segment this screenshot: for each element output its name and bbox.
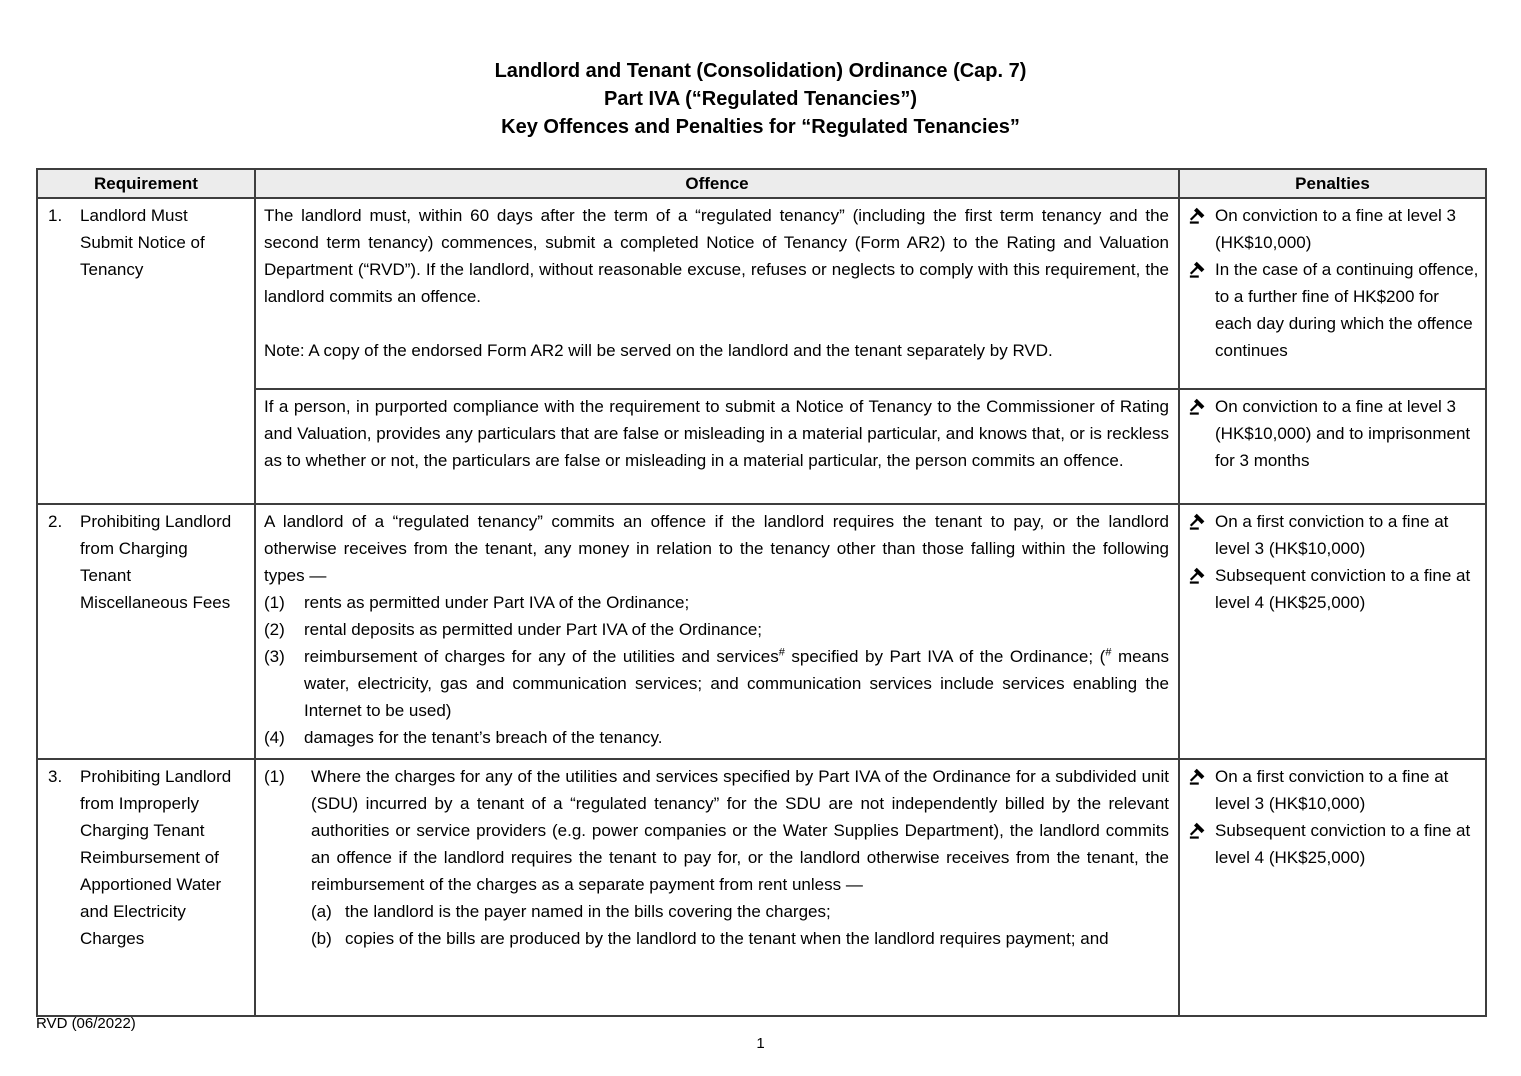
offence-paragraph: If a person, in purported compliance with the requirement to submit a Notice of Tenancy to the Commissioner of Rating and Valuation, provides any particulars that are false or misleading in a material particular, and knows that, or is reckless as to whether or not, the particulars are false or misleading in a material particular, the person commits an offence. [264,397,1169,470]
requirement-text: Prohibiting Landlord from Improperly Charging Tenant Reimbursement of Apportioned Water and Electricity Charges [80,767,232,948]
list-item-text: damages for the tenant’s breach of the tenancy. [304,728,663,747]
requirement-number: 3. [48,767,63,786]
offence-note-paragraph: Note: A copy of the endorsed Form AR2 will be served on the landlord and the tenant separately by RVD. [264,341,1053,360]
penalty-text: In the case of a continuing offence, to a further fine of HK$200 for each day during which the offence continues [1215,260,1479,360]
sublist-item-number: (b) [311,929,332,948]
offences-table [36,168,1487,1017]
column-header-offence: Offence [255,169,1179,198]
offence-list-item [264,589,1169,616]
offence-list-item [264,763,1169,952]
offence-sublist-item [311,925,1169,952]
list-item-number: (1) [264,593,285,612]
list-item-number: (2) [264,620,285,639]
column-header-requirement: Requirement [37,169,255,198]
list-item-text: rents as permitted under Part IVA of the Ordinance; [304,593,690,612]
penalty-item [1189,393,1479,474]
offence-cell-1a [255,198,1179,389]
gavel-icon [1189,817,1215,871]
offence-sublist-item [311,898,1169,925]
requirement-cell-2 [37,504,255,759]
list-item-text [304,643,1169,724]
list-item-text-part: specified by Part IVA of the Ordinance; ( [784,647,1106,666]
sublist-item-text: copies of the bills are produced by the landlord to the tenant when the landlord requires payment; and [345,929,1109,948]
footer-version: RVD (06/2022) [36,1015,136,1032]
list-item-text-part: reimbursement of charges for any of the utilities and services [304,647,779,666]
list-item-text-part: means water, electricity, gas and communication services; and communication services include services enabling the Internet to be used) [304,647,1170,720]
title-line-2: Part IVA (“Regulated Tenancies”) [603,88,918,110]
offence-paragraph: The landlord must, within 60 days after the term of a “regulated tenancy” (including the first term tenancy and the second term tenancy) commences, submit a completed Notice of Tenancy (Form AR2) to the Rating and Valuation Department (“RVD”). If the landlord, without reasonable excuse, refuses or neglects to comply with this requirement, the landlord commits an offence. [264,206,1169,306]
offence-cell-2 [255,504,1179,759]
offence-list-item [264,616,1169,643]
gavel-icon [1189,508,1215,562]
gavel-icon [1189,393,1215,474]
penalty-item [1189,256,1479,364]
penalty-text: On a first conviction to a fine at level 3 (HK$10,000) [1215,512,1449,558]
document-title [0,57,1521,141]
list-item-number: (1) [264,767,285,786]
penalty-item [1189,562,1479,616]
list-item-text [311,763,1169,952]
page-number: 1 [756,1035,765,1052]
penalty-item [1189,817,1479,871]
penalty-text: Subsequent conviction to a fine at level 4 (HK$25,000) [1215,821,1471,867]
penalty-text: On a first conviction to a fine at level 3 (HK$10,000) [1215,767,1449,813]
list-item-number: (4) [264,728,285,747]
offence-intro: A landlord of a “regulated tenancy” commits an offence if the landlord requires the tenant to pay, or the landlord otherwise receives from the tenant, any money in relation to the tenancy other than those falling within the following types — [264,512,1169,585]
offence-cell-1b [255,389,1179,504]
offence-list-item [264,724,1169,751]
penalties-cell-1a [1179,198,1486,389]
penalty-item [1189,763,1479,817]
penalty-text: Subsequent conviction to a fine at level 4 (HK$25,000) [1215,566,1471,612]
penalty-item [1189,508,1479,562]
sublist-item-text: the landlord is the payer named in the bills covering the charges; [345,902,831,921]
hash-superscript: # [778,646,785,659]
list-item-text-part: Where the charges for any of the utilities and services specified by Part IVA of the Ordinance for a subdivided unit (SDU) incurred by a tenant of a “regulated tenancy” for the SDU are not independently billed by the relevant authorities or service providers (e.g. power companies or the Water Supplies Department), the landlord commits an offence if the landlord requires the tenant to pay for, or the landlord otherwise receives from the tenant, the reimbursement of the charges as a separate payment from rent unless — [311,767,1169,894]
requirement-cell-1 [37,198,255,504]
penalties-cell-2 [1179,504,1486,759]
list-item-text: rental deposits as permitted under Part IVA of the Ordinance; [304,620,762,639]
offence-cell-3 [255,759,1179,1016]
offence-list-item [264,643,1169,724]
requirement-text: Landlord Must Submit Notice of Tenancy [80,206,205,279]
requirement-number: 2. [48,512,63,531]
gavel-icon [1189,562,1215,616]
gavel-icon [1189,202,1215,256]
column-header-penalties: Penalties [1179,169,1486,198]
requirement-cell-3 [37,759,255,1016]
penalties-cell-3 [1179,759,1486,1016]
table-row [37,389,1486,504]
penalties-cell-1b [1179,389,1486,504]
sublist-item-number: (a) [311,902,332,921]
gavel-icon [1189,763,1215,817]
title-line-1: Landlord and Tenant (Consolidation) Ordinance (Cap. 7) [494,60,1027,82]
requirement-number: 1. [48,206,63,225]
table-row [37,198,1486,389]
hash-superscript: # [1105,646,1112,659]
penalty-text: On conviction to a fine at level 3 (HK$10,000) and to imprisonment for 3 months [1215,397,1471,470]
list-item-number: (3) [264,647,285,666]
requirement-text: Prohibiting Landlord from Charging Tenant Miscellaneous Fees [80,512,232,612]
penalty-item [1189,202,1479,256]
title-line-3: Key Offences and Penalties for “Regulated Tenancies” [501,116,1020,138]
table-row [37,759,1486,1016]
gavel-icon [1189,256,1215,364]
table-header-row [37,169,1486,198]
penalty-text: On conviction to a fine at level 3 (HK$10,000) [1215,206,1456,252]
table-row [37,504,1486,759]
